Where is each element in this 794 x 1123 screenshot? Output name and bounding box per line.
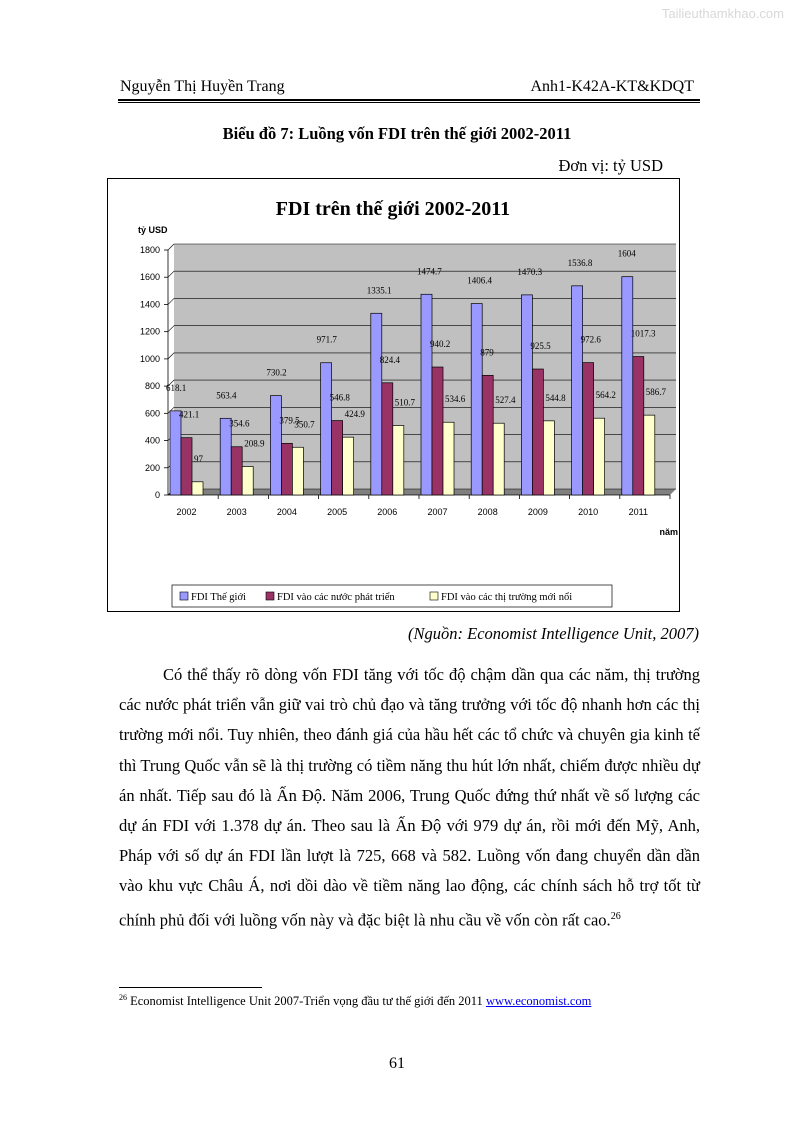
y-tick-label: 1800	[139, 245, 160, 255]
x-tick-label: 2002	[176, 507, 197, 517]
data-label: 1406.4	[467, 275, 492, 286]
bar-2	[443, 422, 454, 495]
data-label: 97	[194, 453, 203, 464]
bar-1	[281, 443, 292, 495]
data-label: 972.6	[580, 334, 601, 345]
bar-2	[543, 421, 554, 495]
bar-2	[292, 447, 303, 495]
legend-label: FDI vào các thị trường mới nổi	[441, 592, 573, 603]
paragraph-text: Có thể thấy rõ dòng vốn FDI tăng với tốc độ chậm dần qua các năm, thị trường các nước phát triển vẫn giữ vai trò chủ đạo và tăng trưởng với tốc độ nhanh hơn các thị trường mới nổi. Tuy nhiên, theo đánh giá của hầu hết các tổ chức và chuyên gia kinh tế thì Trung Quốc vẫn sẽ là thị trường có tiềm năng thu hút lớn nhất, chiếm được nhiều dự án nhất. Tiếp sau đó là Ấn Độ. Năm 2006, Trung Quốc đứng thứ nhất về số lượng các dự án FDI với 1.378 dự án. Theo sau là Ấn Độ với 979 dự án, rồi mới đến Mỹ, Anh, Pháp với số dự án FDI lần lượt là 725, 668 và 582. Luồng vốn đang chuyển dần dần vào khu vực Châu Á, nơi dồi dào về tiềm năng lao động, các chính sách hỗ trợ tốt từ chính phủ đối với luồng vốn này và đặc biệt là nhu cầu về vốn còn rất cao.	[119, 665, 700, 930]
bar-1	[382, 383, 393, 495]
grid-connector	[168, 298, 174, 304]
data-label: 379.5	[279, 415, 300, 426]
header-class: Anh1-K42A-KT&KDQT	[530, 78, 694, 95]
data-label: 940.2	[430, 339, 451, 350]
data-label: 925.5	[530, 341, 551, 352]
data-label: 971.7	[316, 334, 337, 345]
data-label: 424.9	[344, 409, 365, 420]
data-label: 208.9	[244, 438, 265, 449]
data-label: 1017.3	[630, 328, 656, 339]
grid-connector	[168, 353, 174, 359]
bar-0	[371, 313, 382, 495]
data-label: 564.2	[595, 390, 616, 401]
footnote-rule	[119, 987, 262, 988]
data-label: 1536.8	[567, 257, 593, 268]
data-label: 544.8	[545, 392, 566, 403]
header-rule-thin	[118, 102, 700, 103]
x-tick-label: 2006	[377, 507, 398, 517]
x-tick-label: 2003	[226, 507, 247, 517]
legend-swatch-0	[180, 592, 188, 600]
bar-0	[170, 411, 181, 495]
data-label: 510.7	[394, 397, 416, 408]
data-label: 824.4	[379, 354, 401, 365]
data-label: 1604	[617, 248, 636, 259]
chart-frame	[107, 178, 680, 612]
y-tick-label: 1400	[139, 299, 160, 310]
x-tick-label: 2009	[527, 507, 548, 517]
x-axis-label: năm	[659, 527, 678, 537]
bar-1	[432, 367, 443, 495]
x-tick-label: 2005	[327, 507, 348, 517]
bar-0	[220, 418, 231, 495]
bar-1	[633, 357, 644, 495]
data-label: 527.4	[495, 395, 516, 406]
bar-0	[572, 286, 583, 495]
bar-2	[393, 425, 404, 495]
data-label: 1474.7	[417, 266, 442, 277]
legend-swatch-1	[266, 592, 274, 600]
bar-1	[181, 438, 192, 495]
unit-label: Đơn vị: tỷ USD	[558, 156, 663, 175]
y-tick-label: 1200	[139, 326, 160, 337]
watermark: Tailieuthamkhao.com	[661, 6, 784, 21]
y-tick-label: 200	[144, 462, 160, 473]
bar-0	[321, 363, 332, 495]
x-tick-label: 2008	[477, 507, 498, 517]
footnote-text: Economist Intelligence Unit 2007-Triển vọng đầu tư thế giới đến 2011	[127, 994, 486, 1009]
data-label: 563.4	[216, 390, 237, 401]
bar-0	[471, 304, 482, 495]
fdi-bar-chart	[108, 179, 679, 611]
data-label: 354.6	[229, 418, 250, 429]
y-tick-label: 400	[144, 435, 160, 446]
footnote	[119, 993, 591, 1009]
header-rule	[118, 99, 700, 101]
data-label: 586.7	[645, 387, 667, 398]
bar-2	[192, 482, 203, 495]
source-note: (Nguồn: Economist Intelligence Unit, 2007)	[408, 624, 699, 643]
header-author: Nguyễn Thị Huyền Trang	[120, 78, 285, 95]
bar-0	[421, 294, 432, 495]
data-label: 421.1	[179, 409, 200, 420]
bar-1	[482, 375, 493, 495]
y-tick-label: 1600	[139, 272, 160, 283]
data-label: 534.6	[445, 394, 466, 405]
data-label: 1470.3	[517, 266, 543, 277]
bar-0	[622, 277, 633, 495]
data-label: 730.2	[266, 367, 287, 378]
bar-1	[231, 447, 242, 495]
data-label: 1335.1	[366, 285, 392, 296]
legend-label: FDI Thế giới	[191, 592, 246, 603]
data-label: 879	[480, 347, 494, 358]
y-tick-label: 0	[154, 490, 160, 500]
x-tick-label: 2007	[427, 507, 448, 517]
y-tick-label: 1000	[139, 353, 160, 364]
bar-2	[242, 467, 253, 495]
bar-2	[644, 415, 655, 495]
legend-swatch-2	[430, 592, 438, 600]
bar-2	[594, 418, 605, 495]
data-label: 350.7	[294, 419, 315, 430]
x-tick-label: 2011	[628, 507, 648, 517]
body-paragraph	[119, 660, 700, 935]
bar-0	[270, 396, 281, 495]
page-number: 61	[389, 1055, 405, 1072]
chart-title: FDI trên thế giới 2002-2011	[275, 198, 511, 220]
legend-label: FDI vào các nước phát triển	[277, 592, 395, 603]
y-tick-label: 800	[144, 381, 160, 392]
grid-connector	[168, 326, 174, 332]
footnote-link[interactable]: www.economist.com	[485, 994, 592, 1009]
x-tick-label: 2004	[276, 507, 297, 517]
data-label: 546.8	[329, 392, 350, 403]
bar-2	[493, 423, 504, 495]
x-tick-label: 2010	[578, 507, 599, 517]
y-axis-label: tỷ USD	[138, 225, 168, 235]
grid-connector	[168, 244, 174, 250]
figure-caption: Biểu đồ 7: Luồng vốn FDI trên thế giới 2002-2011	[222, 124, 572, 143]
bar-2	[343, 437, 354, 495]
bar-1	[332, 421, 343, 495]
y-tick-label: 600	[144, 408, 160, 419]
bar-0	[521, 295, 532, 495]
data-label: 618.1	[166, 382, 187, 393]
footnote-number: 26	[119, 993, 127, 1002]
footnote-ref[interactable]: 26	[610, 910, 621, 922]
bar-1	[532, 369, 543, 495]
grid-connector	[168, 271, 174, 277]
bar-1	[583, 363, 594, 495]
